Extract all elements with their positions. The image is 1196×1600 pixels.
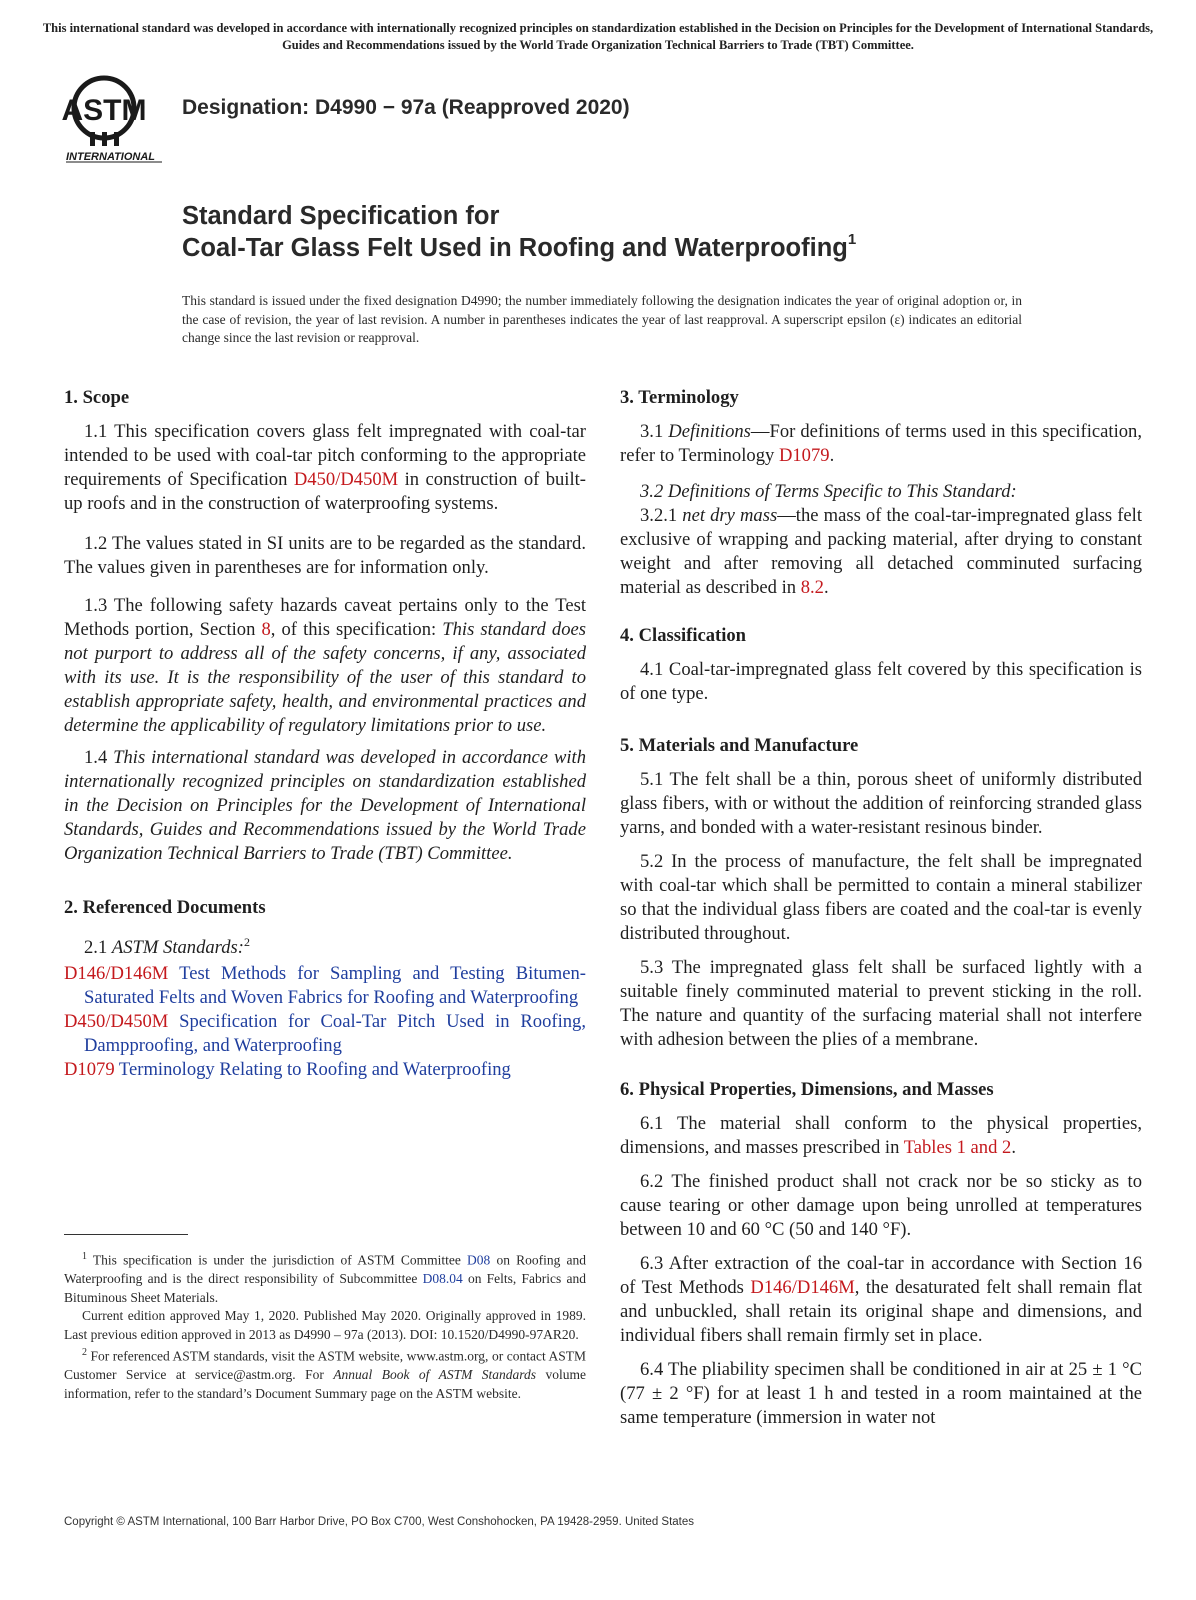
section-classification-heading: 4. Classification [620, 625, 747, 646]
para-6-4: 6.4 The pliability specimen shall be conditioned in air at 25 ± 1 °C (77 ± 2 °F) for at least 1 h and tested in a room maintained at the same temperature (immersion in water not [620, 1359, 1142, 1428]
astm-logo-icon [62, 70, 172, 165]
footnote-2: $^2$ For referenced ASTM standards, visit the ASTM website, www.astm.org, or contact ASTM Customer Service at service@astm.org. For Annual Book of ASTM Standards volume information, refer to the standard’s Document Summary page on the ASTM website. [64, 1347, 586, 1401]
link-d146[interactable]: D146/D146M [750, 1277, 855, 1298]
para-1-3: 1.3 The following safety hazards caveat pertains only to the Test Methods portion, Section 8, of this specification: This standard does not purport to address all of the safety concerns, if any, associated with its use. It is the responsibility of the user of this standard to establish appropriate safety, health, and environmental practices and determine the applicability of regulatory limitations prior to use. [64, 595, 586, 736]
ref-title[interactable]: Specification for Coal-Tar Pitch Used in Roofing, Dampproofing, and Waterproofing [84, 1011, 586, 1057]
para-3-2-1: 3.2.1 net dry mass—the mass of the coal-tar-impregnated glass felt exclusive of wrapping and packing material, after drying to constant weight and after removing all detached comminuted surfacing material as described in 8.2. [620, 505, 1142, 598]
section-terminology-heading: 3. Terminology [620, 387, 739, 408]
link-8-2[interactable]: 8.2 [800, 577, 824, 598]
para-5-3: 5.3 The impregnated glass felt shall be surfaced lightly with a suitable finely comminuted material to prevent sticking in the roll. The nature and quantity of the surfacing material shall not interfere with adhesion between the plies of a membrane. [620, 957, 1142, 1050]
para-1-1: 1.1 This specification covers glass felt impregnated with coal-tar intended to be used with coal-tar pitch conforming to the appropriate requirements of Specification D450/D450M in construction of built-up roofs and in the construction of waterproofing systems. [64, 421, 586, 514]
title-line-1: Standard Specification for [182, 202, 500, 230]
ref-title[interactable]: Test Methods for Sampling and Testing Bitumen-Saturated Felts and Woven Fabrics for Roofing and Waterproofing [84, 963, 586, 1009]
ref-item-d146 [64, 962, 586, 1010]
link-d08[interactable]: D08 [467, 1252, 491, 1268]
para-6-3: 6.3 After extraction of the coal-tar in accordance with Section 16 of Test Methods D146/D146M, the desaturated felt shall remain flat and unbuckled, shall retain its original shape and dimensions, and individual fibers shall remain firmly set in place. [620, 1253, 1142, 1346]
ref-code[interactable]: D146/D146M [64, 963, 169, 985]
para-3-2: 3.2 Definitions of Terms Specific to This Standard: [640, 481, 1017, 502]
section-materials-heading: 5. Materials and Manufacture [620, 735, 859, 756]
link-section-8[interactable]: 8 [261, 619, 271, 640]
document-title [182, 200, 856, 264]
link-d08-04[interactable]: D08.04 [422, 1271, 463, 1286]
para-4-1: 4.1 Coal-tar-impregnated glass felt covered by this specification is of one type. [620, 659, 1142, 704]
footnotes [64, 1248, 586, 1403]
ref-item-d450 [64, 1010, 586, 1058]
link-d1079[interactable]: D1079 [778, 445, 830, 466]
copyright: Copyright © ASTM International, 100 Barr Harbor Drive, PO Box C700, West Conshohocken, PA 19428-2959. United States [64, 1516, 695, 1528]
designation: Designation: D4990 − 97a (Reapproved 2020) [182, 96, 630, 119]
ref-code[interactable]: D450/D450M [64, 1011, 169, 1033]
section-physical-heading: 6. Physical Properties, Dimensions, and Masses [620, 1079, 994, 1100]
left-column [64, 386, 586, 1082]
section-refs-heading: 2. Referenced Documents [64, 897, 266, 918]
para-5-1: 5.1 The felt shall be a thin, porous sheet of uniformly distributed glass fibers, with or without the addition of reinforcing stranded glass yarns, and bonded with a water-resistant resinous binder. [620, 769, 1142, 838]
logo-sub-text: INTERNATIONAL [66, 151, 156, 163]
para-6-1: 6.1 The material shall conform to the physical properties, dimensions, and masses prescribed in Tables 1 and 2. [620, 1113, 1142, 1158]
title-footnote-mark: 1 [847, 231, 857, 248]
para-6-2: 6.2 The finished product shall not crack nor be so sticky as to cause tearing or other damage upon being unrolled at temperatures between 10 and 60 °C (50 and 140 °F). [620, 1171, 1142, 1240]
para-5-2: 5.2 In the process of manufacture, the felt shall be impregnated with coal-tar which shall be permitted to contain a mineral stabilizer so that the individual glass fibers are coated and the coal-tar is evenly distributed throughout. [620, 851, 1142, 944]
trade-notice: This international standard was developed in accordance with internationally recognized principles on standardization established in the Decision on Principles for the Development of International Standards, Guides and Recommendations issued by the World Trade Organization Technical Barriers to Trade (TBT) Committee. [42, 21, 1154, 52]
ref-item-d1079 [64, 1058, 586, 1082]
para-1-4: 1.4 This international standard was developed in accordance with internationally recognized principles on standardization established in the Decision on Principles for the Development of International Standards, Guides and Recommendations issued by the World Trade Organization Technical Barriers to Trade (TBT) Committee. [64, 747, 587, 864]
link-d450[interactable]: D450/D450M [293, 469, 399, 490]
para-1-2: 1.2 The values stated in SI units are to be regarded as the standard. The values given in parentheses are for information only. [64, 533, 586, 578]
title-main: Coal-Tar Glass Felt Used in Roofing and Waterproofing [182, 234, 848, 262]
section-scope-heading: 1. Scope [64, 387, 130, 408]
right-column [620, 386, 1142, 1438]
standard-intro: This standard is issued under the fixed designation D4990; the number immediately following the designation indicates the year of original adoption or, in the case of revision, the year of last revision. A number in parentheses indicates the year of last reapproval. A superscript epsilon (ε) indicates an editorial change since the last revision or reapproval. [182, 293, 1022, 345]
para-2-1: 2.1 ASTM Standards:$^2$ [84, 935, 250, 959]
title-line-2 [182, 232, 856, 264]
footnote-1: $^1$ This specification is under the jurisdiction of ASTM Committee D08 on Roofing and Waterproofing and is the direct responsibility of Subcommittee D08.04 on Felts, Fabrics and Bituminous Sheet Materials. [64, 1251, 586, 1305]
footnote-edition: Current edition approved May 1, 2020. Published May 2020. Originally approved in 1989. Last previous edition approved in 2013 as D4990 – 97a (2013). DOI: 10.1520/D4990-97AR20. [64, 1308, 586, 1342]
para-3-1: 3.1 Definitions—For definitions of terms used in this specification, refer to Terminology D1079. [620, 421, 1142, 466]
link-tables[interactable]: Tables 1 and 2 [903, 1137, 1012, 1158]
ref-code[interactable]: D1079 [64, 1059, 115, 1081]
logo-mark-text: ASTM [62, 94, 147, 127]
ref-title[interactable]: Terminology Relating to Roofing and Waterproofing [114, 1059, 511, 1081]
footnote-divider [64, 1234, 188, 1235]
